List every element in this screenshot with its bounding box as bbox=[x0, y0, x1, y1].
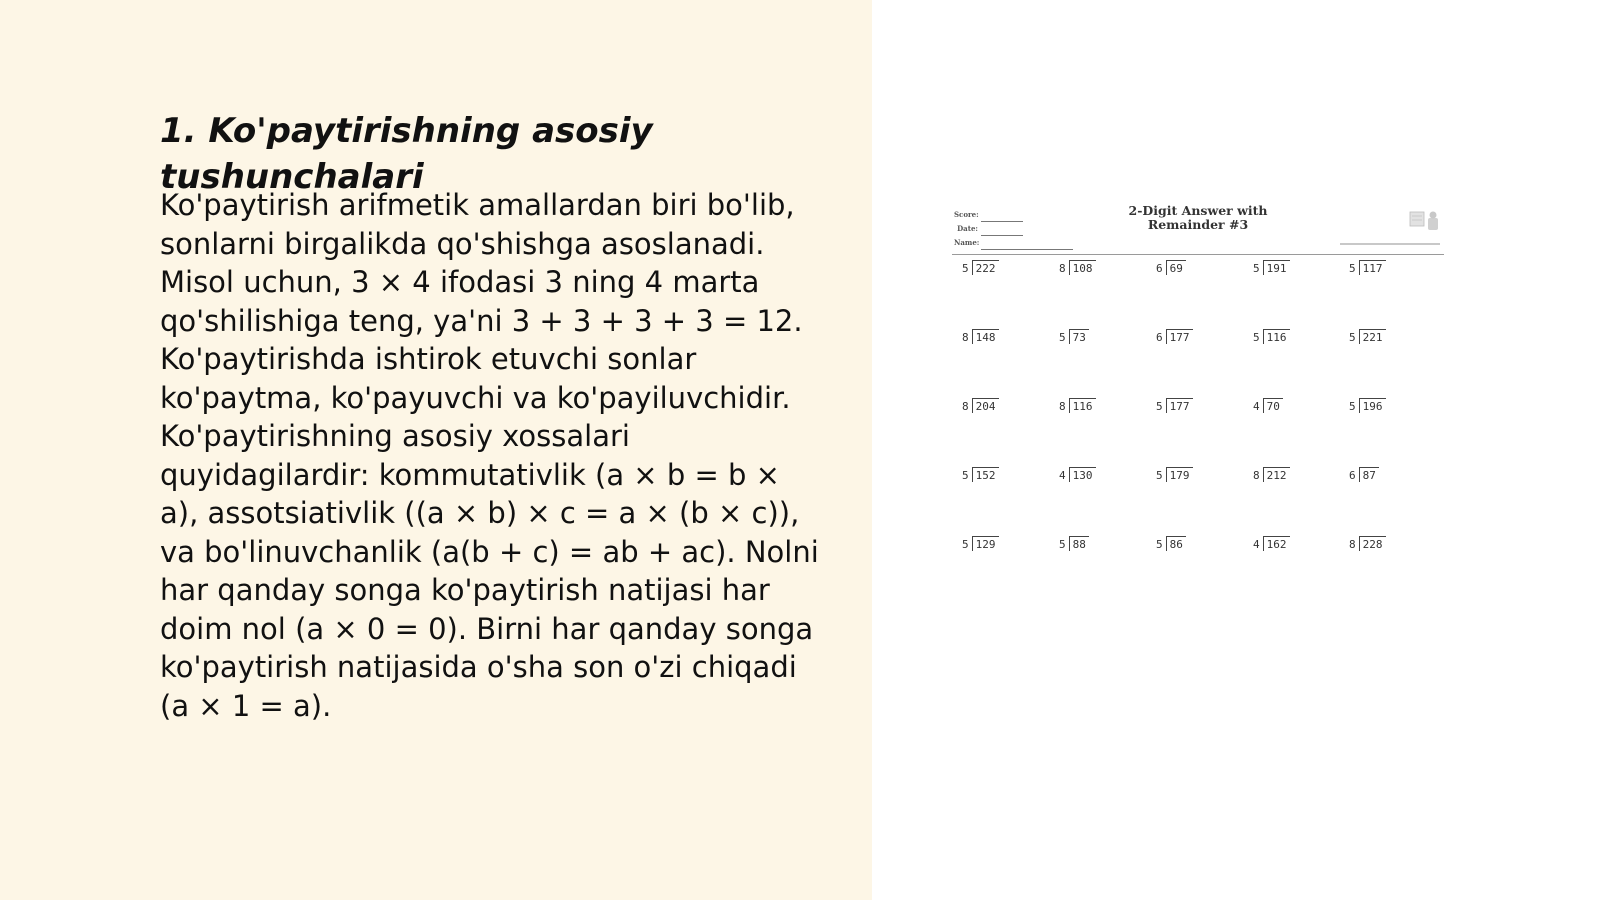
divisor: 6 bbox=[1156, 262, 1163, 275]
dividend: 73 bbox=[1069, 329, 1089, 344]
dividend: 116 bbox=[1263, 329, 1290, 344]
divisor: 8 bbox=[1349, 538, 1356, 551]
dividend: 221 bbox=[1359, 329, 1386, 344]
divisor: 5 bbox=[962, 469, 969, 482]
dividend: 86 bbox=[1166, 536, 1186, 551]
division-worksheet-image bbox=[948, 196, 1448, 586]
dividend: 212 bbox=[1263, 467, 1290, 482]
division-problem bbox=[962, 536, 999, 551]
divisor: 5 bbox=[1253, 262, 1260, 275]
divisor: 4 bbox=[1253, 400, 1260, 413]
divisor: 5 bbox=[1156, 400, 1163, 413]
divisor: 6 bbox=[1156, 331, 1163, 344]
dividend: 88 bbox=[1069, 536, 1089, 551]
division-problem bbox=[1349, 467, 1379, 482]
division-problem bbox=[1059, 329, 1089, 344]
division-problem bbox=[1349, 536, 1386, 551]
divisor: 8 bbox=[962, 331, 969, 344]
dividend: 116 bbox=[1069, 398, 1096, 413]
dividend: 108 bbox=[1069, 260, 1096, 275]
division-problem bbox=[1349, 260, 1386, 275]
dividend: 87 bbox=[1359, 467, 1379, 482]
dividend: 204 bbox=[972, 398, 999, 413]
worksheet-problem-grid bbox=[948, 196, 1448, 586]
division-problem bbox=[1156, 329, 1193, 344]
divisor: 5 bbox=[962, 262, 969, 275]
division-problem bbox=[1253, 467, 1290, 482]
divisor: 8 bbox=[1059, 400, 1066, 413]
dividend: 162 bbox=[1263, 536, 1290, 551]
dividend: 117 bbox=[1359, 260, 1386, 275]
dividend: 196 bbox=[1359, 398, 1386, 413]
date-label: Date: bbox=[957, 224, 978, 233]
division-problem bbox=[962, 467, 999, 482]
worksheet-title: 2-Digit Answer with Remainder #3 bbox=[1128, 203, 1268, 232]
division-problem bbox=[962, 260, 999, 275]
divisor: 5 bbox=[962, 538, 969, 551]
division-problem bbox=[962, 329, 999, 344]
slide-body-text: Ko'paytirish arifmetik amallardan biri bo'lib, sonlarni birgalikda qo'shishga asoslanadi. Misol uchun, 3 × 4 ifodasi 3 ning 4 marta qo'shilishiga teng, ya'ni 3 + 3 + 3 + 3 = 12. Ko'paytirishda ishtirok etuvchi sonlar ko'paytma, ko'payuvchi va ko'payiluvchidir. Ko'paytirishning asosiy xossalari quyidagilardir: kommutativlik (a × b = b × a), assotsiativlik ((a × b) × c = a × (b × c)), va bo'linuvchanlik (a(b + c) = ab + ac). Nolni har qanday songa ko'paytirish natijasi har doim nol (a × 0 = 0). Birni har qanday songa ko'paytirish natijasida o'sha son o'zi chiqadi (a × 1 = a). bbox=[160, 188, 819, 723]
name-label: Name: bbox=[954, 238, 980, 247]
dividend: 69 bbox=[1166, 260, 1186, 275]
dividend: 148 bbox=[972, 329, 999, 344]
division-problem bbox=[1253, 398, 1283, 413]
dividend: 191 bbox=[1263, 260, 1290, 275]
divisor: 4 bbox=[1253, 538, 1260, 551]
division-problem bbox=[1156, 536, 1186, 551]
division-problem bbox=[1253, 329, 1290, 344]
dividend: 70 bbox=[1263, 398, 1283, 413]
division-problem bbox=[1156, 398, 1193, 413]
divisor: 6 bbox=[1349, 469, 1356, 482]
dividend: 177 bbox=[1166, 329, 1193, 344]
divisor: 4 bbox=[1059, 469, 1066, 482]
division-problem bbox=[962, 398, 999, 413]
division-problem bbox=[1349, 398, 1386, 413]
divisor: 5 bbox=[1156, 469, 1163, 482]
divisor: 5 bbox=[1059, 331, 1066, 344]
dividend: 130 bbox=[1069, 467, 1096, 482]
dividend: 177 bbox=[1166, 398, 1193, 413]
dividend: 152 bbox=[972, 467, 999, 482]
divisor: 5 bbox=[1156, 538, 1163, 551]
divisor: 8 bbox=[1253, 469, 1260, 482]
dividend: 179 bbox=[1166, 467, 1193, 482]
divisor: 5 bbox=[1059, 538, 1066, 551]
divisor: 5 bbox=[1349, 400, 1356, 413]
division-problem bbox=[1156, 467, 1193, 482]
divisor: 5 bbox=[1349, 331, 1356, 344]
divisor: 8 bbox=[962, 400, 969, 413]
division-problem bbox=[1253, 260, 1290, 275]
slide-title: 1. Ko'paytirishning asosiy tushunchalari bbox=[160, 111, 653, 197]
division-problem bbox=[1059, 536, 1089, 551]
score-label: Score: bbox=[954, 210, 979, 219]
division-problem bbox=[1156, 260, 1186, 275]
division-problem bbox=[1059, 398, 1096, 413]
division-problem bbox=[1059, 467, 1096, 482]
division-problem bbox=[1059, 260, 1096, 275]
dividend: 129 bbox=[972, 536, 999, 551]
divisor: 8 bbox=[1059, 262, 1066, 275]
dividend: 228 bbox=[1359, 536, 1386, 551]
divisor: 5 bbox=[1349, 262, 1356, 275]
dividend: 222 bbox=[972, 260, 999, 275]
division-problem bbox=[1349, 329, 1386, 344]
division-problem bbox=[1253, 536, 1290, 551]
divisor: 5 bbox=[1253, 331, 1260, 344]
